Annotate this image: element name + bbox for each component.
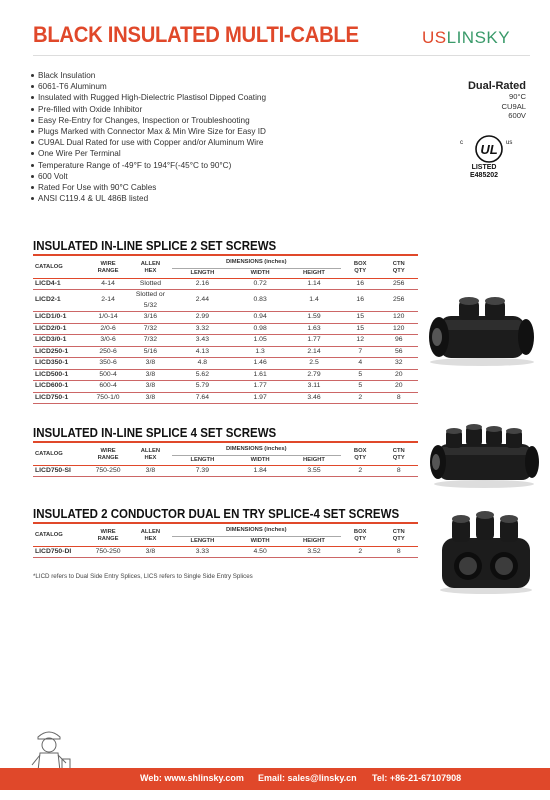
table-cell: 5.79 [172,381,234,393]
table-cell: 7.39 [172,465,234,477]
column-header: WIDTH [233,268,287,278]
table-cell: 5.62 [172,369,234,381]
table-cell: 3/8 [129,369,171,381]
catalog-number: LICD4-1 [33,278,87,290]
table-cell: 3.43 [172,335,234,347]
table-cell: 7/32 [129,335,171,347]
table-cell: 3/8 [129,381,171,393]
table-cell: 2/0-6 [87,323,129,335]
rating-block [468,80,526,121]
feature-item: Temperature Range of -49°F to 194°F(-45°C to 90°C) [30,160,266,171]
table-cell: 5 [341,381,380,393]
feature-item: Easy Re-Entry for Changes, Inspection or Troubleshooting [30,115,266,126]
catalog-number: LICD350-1 [33,358,87,370]
column-header: LENGTH [172,536,234,546]
table-cell: 5/16 [129,346,171,358]
feature-item: Rated For Use with 90°C Cables [30,182,266,193]
table-cell: 0.83 [233,290,287,312]
catalog-number: LICD750-1 [33,392,87,404]
table-cell: 256 [379,290,418,312]
table-cell: 3.33 [172,546,234,558]
table-cell: 120 [379,312,418,324]
table-cell: 2.5 [287,358,341,370]
column-header: CTN QTY [379,526,418,546]
table-cell: 1.77 [287,335,341,347]
column-header: WIRE RANGE [87,526,129,546]
column-header: BOX QTY [341,526,380,546]
table-cell: 0.98 [233,323,287,335]
dual-entry-splice-photo [432,508,540,596]
table-cell: 3.52 [287,546,341,558]
spec-table [33,258,418,404]
table-cell: 4.8 [172,358,234,370]
feature-item: ANSI C119.4 & UL 486B listed [30,193,266,204]
table-cell: 7 [341,346,380,358]
column-header: DIMENSIONS (inches) [172,445,341,455]
table-cell: 1.59 [287,312,341,324]
column-header: WIDTH [233,455,287,465]
table-cell: 4.13 [172,346,234,358]
catalog-number: LICD1/0-1 [33,312,87,324]
table-cell: 1/0-14 [87,312,129,324]
table-cell: 15 [341,323,380,335]
table-cell: 120 [379,323,418,335]
table-cell: 3/0-6 [87,335,129,347]
table-cell: 500-4 [87,369,129,381]
section-divider [33,254,418,256]
table-cell: 7.64 [172,392,234,404]
table-cell: 20 [379,369,418,381]
table-cell: 2 [341,465,380,477]
catalog-number: LICD2/0-1 [33,323,87,335]
table-cell: 2.14 [287,346,341,358]
column-header: HEIGHT [287,455,341,465]
section-divider [33,441,418,443]
column-header: HEIGHT [287,268,341,278]
feature-item: One Wire Per Terminal [30,148,266,159]
table-cell: 16 [341,290,380,312]
table-cell: 2.79 [287,369,341,381]
table-row [33,335,418,347]
table-cell: 0.94 [233,312,287,324]
section-title: INSULATED 2 CONDUCTOR DUAL EN TRY SPLICE-4 SET SCREWS [33,507,400,521]
spec-table [33,445,418,477]
table-cell: 20 [379,381,418,393]
table-cell: 1.61 [233,369,287,381]
table-cell: 2 [341,546,380,558]
column-header: CATALOG [33,258,87,278]
table-cell: 3.46 [287,392,341,404]
splice-2-screw-photo [425,290,540,368]
table-cell: 56 [379,346,418,358]
table-cell: 350-6 [87,358,129,370]
svg-text:us: us [506,140,513,146]
column-header: LENGTH [172,268,234,278]
table-cell: 3/8 [129,546,171,558]
table-cell: 750-250 [87,465,129,477]
table-cell: 15 [341,312,380,324]
column-header: CTN QTY [379,445,418,465]
table-cell: 1.46 [233,358,287,370]
table-cell: 1.84 [233,465,287,477]
rating-heading: Dual-Rated [467,80,526,92]
table-cell: 3/16 [129,312,171,324]
column-header: CATALOG [33,526,87,546]
table-cell: 1.14 [287,278,341,290]
catalog-number: LICD750-SI [33,465,87,477]
footer-email: Email: sales@linsky.cn [258,773,357,783]
table-row [33,546,418,558]
spec-table [33,526,418,558]
table-row [33,465,418,477]
feature-item: Plugs Marked with Connector Max & Min Wire Size for Easy ID [30,126,266,137]
contact-footer [0,768,550,790]
table-cell: 750-250 [87,546,129,558]
footnote: *LICD refers to Dual Side Entry Splices, LICS refers to Single Side Entry Splices [33,573,253,580]
table-cell: 8 [379,465,418,477]
table-cell: 3/8 [129,358,171,370]
table-row [33,278,418,290]
table-cell: 12 [341,335,380,347]
rating-line: 90°C [509,92,526,101]
feature-item: Black Insulation [30,70,266,81]
feature-item: 600 Volt [30,171,266,182]
column-header: BOX QTY [341,258,380,278]
column-header: ALLEN HEX [129,445,171,465]
splice-4-screw-photo [428,418,540,490]
catalog-number: LICD2-1 [33,290,87,312]
table-cell: 32 [379,358,418,370]
table-cell: 600-4 [87,381,129,393]
table-cell: Slotted [129,278,171,290]
catalog-number: LICD750-DI [33,546,87,558]
column-header: CATALOG [33,445,87,465]
table-cell: 2 [341,392,380,404]
table-row [33,358,418,370]
column-header: HEIGHT [287,536,341,546]
section-title: INSULATED IN-LINE SPLICE 2 SET SCREWS [33,239,277,253]
catalog-number: LICD250-1 [33,346,87,358]
column-header: WIRE RANGE [87,258,129,278]
table-cell: 3/8 [129,392,171,404]
svg-text:c: c [460,140,463,146]
brand-logo: USLINSKY [422,28,511,47]
table-row [33,323,418,335]
catalog-number: LICD500-1 [33,369,87,381]
catalog-number: LICD3/0-1 [33,335,87,347]
table-cell: 3.11 [287,381,341,393]
table-cell: 3.32 [172,323,234,335]
table-row [33,290,418,312]
column-header: LENGTH [172,455,234,465]
column-header: CTN QTY [379,258,418,278]
table-cell: 1.97 [233,392,287,404]
table-cell: 7/32 [129,323,171,335]
section-divider [33,522,418,524]
table-cell: 0.72 [233,278,287,290]
column-header: ALLEN HEX [129,526,171,546]
column-header: WIRE RANGE [87,445,129,465]
section-title: INSULATED IN-LINE SPLICE 4 SET SCREWS [33,426,277,440]
table-cell: 1.4 [287,290,341,312]
table-cell: 4-14 [87,278,129,290]
column-header: DIMENSIONS (inches) [172,526,341,536]
table-cell: 8 [379,392,418,404]
column-header: DIMENSIONS (inches) [172,258,341,268]
table-cell: Slotted or 5/32 [129,290,171,312]
table-cell: 2.16 [172,278,234,290]
footer-tel: Tel: +86-21-67107908 [372,773,462,783]
table-cell: 4 [341,358,380,370]
table-row [33,392,418,404]
ul-listing: LISTED E485202 [470,164,499,179]
table-cell: 8 [379,546,418,558]
page-title: BLACK INSULATED MULTI-CABLE [33,22,359,47]
table-cell: 256 [379,278,418,290]
title-divider [33,55,530,56]
rating-line: 600V [508,111,526,120]
column-header: BOX QTY [341,445,380,465]
feature-item: Insulated with Rugged High-Dielectric Plastisol Dipped Coating [30,92,266,103]
table-cell: 750-1/0 [87,392,129,404]
column-header: WIDTH [233,536,287,546]
rating-line: CU9AL [501,101,526,111]
table-row [33,346,418,358]
feature-item: CU9AL Dual Rated for use with Copper and/or Aluminum Wire [30,137,266,148]
table-row [33,369,418,381]
table-cell: 2.44 [172,290,234,312]
table-row [33,312,418,324]
table-cell: 1.77 [233,381,287,393]
table-row [33,381,418,393]
table-cell: 5 [341,369,380,381]
table-cell: 16 [341,278,380,290]
table-cell: 2.99 [172,312,234,324]
feature-item: 6061-T6 Aluminum [30,81,266,92]
column-header: ALLEN HEX [129,258,171,278]
footer-web: Web: www.shlinsky.com [140,773,244,783]
table-cell: 1.3 [233,346,287,358]
table-cell: 1.05 [233,335,287,347]
svg-text:UL: UL [480,142,498,157]
feature-list [30,70,266,204]
table-cell: 4.50 [233,546,287,558]
table-cell: 3/8 [129,465,171,477]
catalog-number: LICD600-1 [33,381,87,393]
table-cell: 3.55 [287,465,341,477]
table-cell: 96 [379,335,418,347]
table-cell: 2-14 [87,290,129,312]
feature-item: Pre-filled with Oxide Inhibitor [30,104,266,115]
table-cell: 1.63 [287,323,341,335]
table-cell: 250-6 [87,346,129,358]
